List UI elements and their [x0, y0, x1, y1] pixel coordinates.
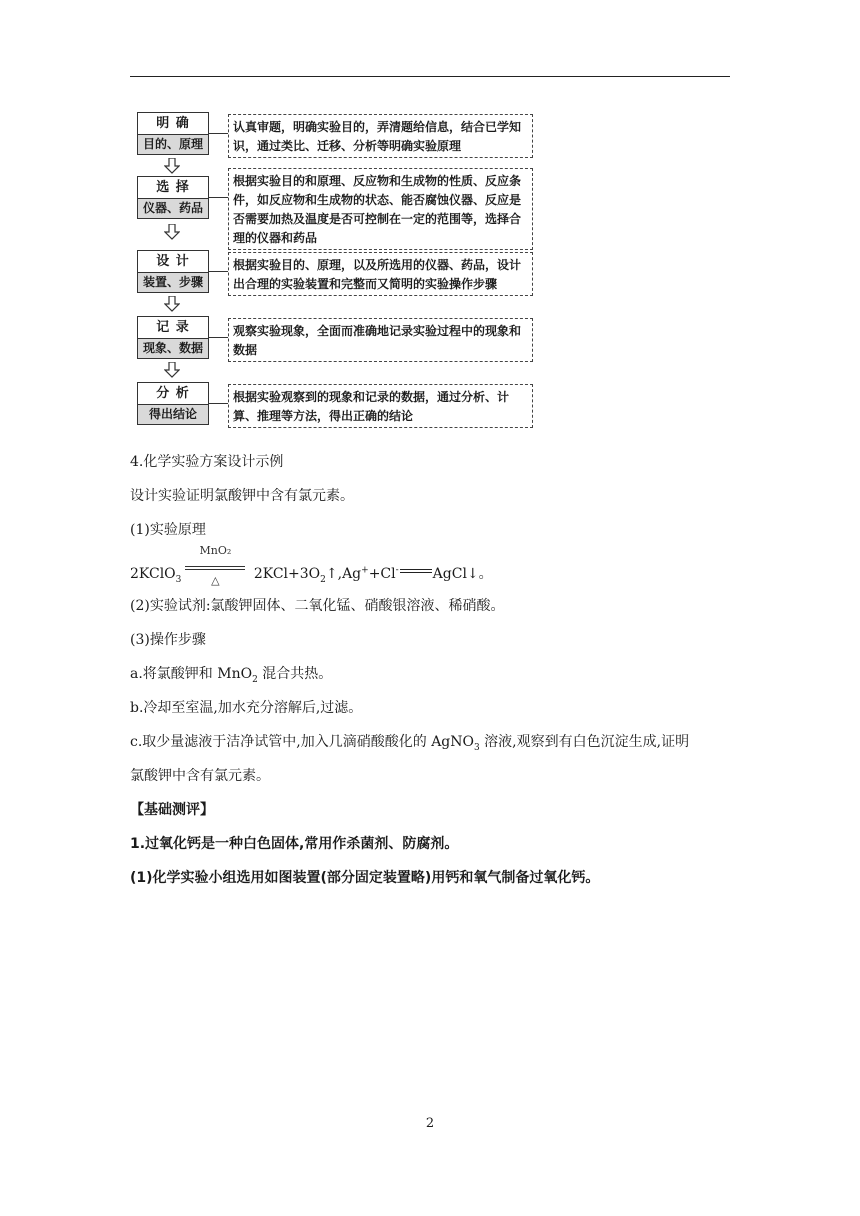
task-statement: 设计实验证明氯酸钾中含有氯元素。	[130, 488, 354, 504]
step-a	[130, 664, 332, 690]
connector-line	[209, 197, 228, 198]
connector-line	[209, 271, 228, 272]
step-subtitle: 现象、数据	[138, 338, 208, 358]
section-title: 【基础测评】	[130, 802, 214, 818]
page-number: 2	[425, 1116, 435, 1131]
step-description: 认真审题，明确实验目的，弄清题给信息，结合已学知识，通过类比、迁移、分析等明确实验原理	[228, 114, 533, 158]
step-subtitle: 装置、步骤	[138, 272, 208, 292]
eq-superscript: +	[361, 565, 369, 576]
step-subtitle: 目的、原理	[138, 134, 208, 154]
principle-label: (1)实验原理	[130, 522, 206, 538]
step-title: 分 析	[156, 386, 190, 401]
subscript: 3	[474, 742, 480, 753]
step-a-text: a.将氯酸钾和 MnO	[130, 666, 253, 682]
step-title: 选 择	[156, 180, 190, 195]
question-1: 1.过氧化钙是一种白色固体,常用作杀菌剂、防腐剂。	[130, 836, 459, 852]
step-description: 根据实验目的和原理、反应物和生成物的性质、反应条件，如反应物和生成物的状态、能否腐蚀仪器、反应是否需要加热及温度是否可控制在一定的范围等，选择合理的仪器和药品	[228, 168, 533, 250]
step-description: 观察实验现象，全面而准确地记录实验过程中的现象和数据	[228, 318, 533, 362]
step-c-continued: 氯酸钾中含有氯元素。	[130, 768, 270, 784]
step-subtitle: 仪器、药品	[138, 198, 208, 218]
step-description: 根据实验观察到的现象和记录的数据，通过分析、计算、推理等方法，得出正确的结论	[228, 384, 533, 428]
catalyst-label: MnO₂	[199, 544, 232, 557]
step-title: 记 录	[156, 320, 190, 335]
step-title: 设 计	[156, 254, 190, 269]
step-box	[137, 112, 209, 155]
step-box	[137, 250, 209, 293]
step-c-text: c.取少量滤液于洁净试管中,加入几滴硝酸酸化的 AgNO	[130, 734, 474, 750]
eq-superscript: -	[395, 565, 399, 576]
step-c	[130, 732, 689, 758]
eq-precipitate: AgCl↓。	[432, 566, 493, 582]
header-rule	[130, 76, 730, 77]
connector-line	[209, 403, 228, 404]
eq-product-tail: ↑,Ag	[325, 566, 362, 582]
reagents-line: (2)实验试剂:氯酸钾固体、二氧化锰、硝酸银溶液、稀硝酸。	[130, 598, 505, 614]
step-c-text-end: 溶液,观察到有白色沉淀生成,证明	[479, 734, 690, 750]
eq-chloride: +Cl	[368, 566, 396, 582]
step-box	[137, 316, 209, 359]
eq-subscript: 3	[175, 574, 182, 585]
down-arrow-icon	[164, 296, 180, 312]
connector-line	[209, 337, 228, 338]
step-subtitle: 得出结论	[138, 404, 208, 424]
eq-reactant: 2KClO	[130, 566, 176, 582]
eq-product: 2KCl+3O	[249, 566, 321, 582]
down-arrow-icon	[164, 158, 180, 174]
subscript: 2	[252, 674, 258, 685]
step-a-text-end: 混合共热。	[257, 666, 333, 682]
step-b: b.冷却至室温,加水充分溶解后,过滤。	[130, 700, 363, 716]
step-box	[137, 176, 209, 219]
reaction-equation	[130, 544, 493, 590]
experiment-design-flowchart	[137, 112, 537, 432]
down-arrow-icon	[164, 224, 180, 240]
procedure-label: (3)操作步骤	[130, 632, 206, 648]
step-description: 根据实验目的、原理，以及所选用的仪器、药品，设计出合理的实验装置和完整而又简明的实验操作步骤	[228, 252, 533, 296]
section-heading-4: 4.化学实验方案设计示例	[130, 454, 284, 470]
question-1-part-1: (1)化学实验小组选用如图装置(部分固定装置略)用钙和氧气制备过氧化钙。	[130, 870, 600, 886]
step-box	[137, 382, 209, 425]
heat-symbol: △	[211, 574, 220, 587]
down-arrow-icon	[164, 362, 180, 378]
connector-line	[209, 133, 228, 134]
equals-sign	[399, 564, 433, 578]
eq-subscript: 2	[320, 574, 326, 585]
reaction-condition	[183, 544, 247, 587]
step-title: 明 确	[156, 116, 190, 131]
